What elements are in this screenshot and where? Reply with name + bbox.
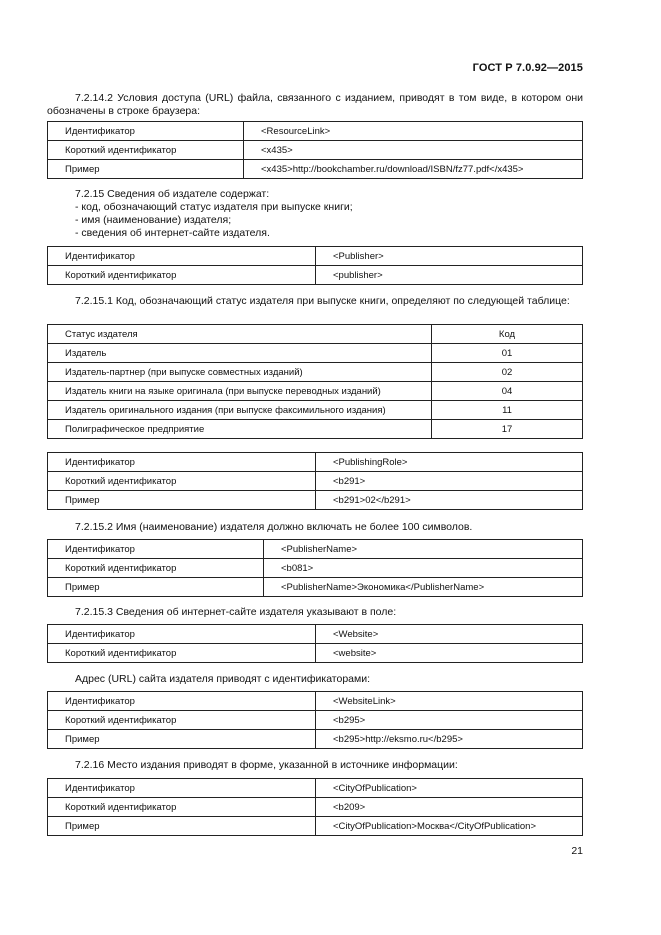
table-row: [48, 625, 583, 644]
cell-code: 04: [432, 382, 583, 401]
cell-label: Идентификатор: [48, 453, 316, 472]
cell-value: <x435>: [244, 141, 583, 160]
cell-value: <b081>: [264, 559, 583, 578]
cell-code: 01: [432, 344, 583, 363]
cell-label: Идентификатор: [48, 625, 316, 644]
cell-label: Короткий идентификатор: [48, 798, 316, 817]
cell-label: Короткий идентификатор: [48, 266, 316, 285]
cell-value: <ResourceLink>: [244, 122, 583, 141]
table-row: [48, 160, 583, 179]
table-publisher: [47, 246, 583, 285]
para-7-2-15-2: 7.2.15.2 Имя (наименование) издателя должно включать не более 100 символов.: [75, 521, 473, 533]
table-row: [48, 692, 583, 711]
table-publishing-role: [47, 452, 583, 510]
cell-status: Полиграфическое предприятие: [48, 420, 432, 439]
table-publisher-status: [47, 324, 583, 439]
table-website: [47, 624, 583, 663]
cell-label: Пример: [48, 160, 244, 179]
list-item: - код, обозначающий статус издателя при выпуске книги;: [75, 201, 353, 213]
table-city-of-publication: [47, 778, 583, 836]
cell-value: <b295>: [316, 711, 583, 730]
cell-status: Издатель книги на языке оригинала (при выпуске переводных изданий): [48, 382, 432, 401]
standard-header: ГОСТ Р 7.0.92—2015: [472, 62, 583, 74]
cell-label: Идентификатор: [48, 247, 316, 266]
table-row: [48, 540, 583, 559]
table-row: [48, 798, 583, 817]
cell-label: Короткий идентификатор: [48, 711, 316, 730]
cell-label: Пример: [48, 578, 264, 597]
cell-label: Короткий идентификатор: [48, 644, 316, 663]
cell-value: <b291>: [316, 472, 583, 491]
header-code: Код: [432, 325, 583, 344]
table-row: [48, 644, 583, 663]
cell-value: <Publisher>: [316, 247, 583, 266]
list-item: - имя (наименование) издателя;: [75, 214, 232, 226]
table-website-link: [47, 691, 583, 749]
cell-value: <b209>: [316, 798, 583, 817]
cell-status: Издатель оригинального издания (при выпуске факсимильного издания): [48, 401, 432, 420]
list-item: - сведения об интернет-сайте издателя.: [75, 227, 270, 239]
cell-value: <publisher>: [316, 266, 583, 285]
para-website-url: Адрес (URL) сайта издателя приводят с идентификаторами:: [75, 673, 371, 685]
cell-value: <PublisherName>: [264, 540, 583, 559]
page-number: 21: [571, 845, 583, 857]
cell-value: <b295>http://eksmo.ru</b295>: [316, 730, 583, 749]
table-row: [48, 363, 583, 382]
table-header-row: [48, 325, 583, 344]
cell-status: Издатель: [48, 344, 432, 363]
cell-label: Пример: [48, 730, 316, 749]
cell-code: 17: [432, 420, 583, 439]
cell-status: Издатель-партнер (при выпуске совместных изданий): [48, 363, 432, 382]
table-row: [48, 247, 583, 266]
cell-value: <x435>http://bookchamber.ru/download/ISBN/fz77.pdf</x435>: [244, 160, 583, 179]
table-row: [48, 344, 583, 363]
cell-label: Идентификатор: [48, 540, 264, 559]
cell-label: Пример: [48, 817, 316, 836]
table-row: [48, 420, 583, 439]
table-publisher-name: [47, 539, 583, 597]
cell-code: 02: [432, 363, 583, 382]
cell-value: <b291>02</b291>: [316, 491, 583, 510]
table-row: [48, 266, 583, 285]
table-row: [48, 711, 583, 730]
cell-label: Короткий идентификатор: [48, 141, 244, 160]
table-row: [48, 453, 583, 472]
table-row: [48, 779, 583, 798]
cell-value: <Website>: [316, 625, 583, 644]
cell-label: Идентификатор: [48, 122, 244, 141]
para-7-2-15: 7.2.15 Сведения об издателе содержат:: [75, 188, 270, 200]
table-resource-link: [47, 121, 583, 179]
cell-value: <website>: [316, 644, 583, 663]
cell-label: Идентификатор: [48, 692, 316, 711]
header-status: Статус издателя: [48, 325, 432, 344]
cell-value: <PublisherName>Экономика</PublisherName>: [264, 578, 583, 597]
cell-label: Пример: [48, 491, 316, 510]
cell-value: <WebsiteLink>: [316, 692, 583, 711]
table-row: [48, 559, 583, 578]
table-row: [48, 730, 583, 749]
para-7-2-14-2: 7.2.14.2 Условия доступа (URL) файла, связанного с изданием, приводят в том виде, в котором они обозначены в строке браузера:: [47, 92, 583, 117]
cell-code: 11: [432, 401, 583, 420]
cell-label: Идентификатор: [48, 779, 316, 798]
cell-value: <CityOfPublication>Москва</CityOfPublication>: [316, 817, 583, 836]
cell-label: Короткий идентификатор: [48, 472, 316, 491]
table-row: [48, 472, 583, 491]
table-row: [48, 382, 583, 401]
table-row: [48, 141, 583, 160]
para-7-2-15-1: 7.2.15.1 Код, обозначающий статус издателя при выпуске книги, определяют по следующей таблице:: [75, 295, 570, 307]
table-row: [48, 578, 583, 597]
cell-value: <PublishingRole>: [316, 453, 583, 472]
para-7-2-15-3: 7.2.15.3 Сведения об интернет-сайте издателя указывают в поле:: [75, 606, 397, 618]
table-row: [48, 401, 583, 420]
table-row: [48, 817, 583, 836]
table-row: [48, 491, 583, 510]
publisher-info-list: [75, 201, 353, 240]
cell-label: Короткий идентификатор: [48, 559, 264, 578]
para-7-2-16: 7.2.16 Место издания приводят в форме, указанной в источнике информации:: [75, 759, 458, 771]
cell-value: <CityOfPublication>: [316, 779, 583, 798]
table-row: [48, 122, 583, 141]
